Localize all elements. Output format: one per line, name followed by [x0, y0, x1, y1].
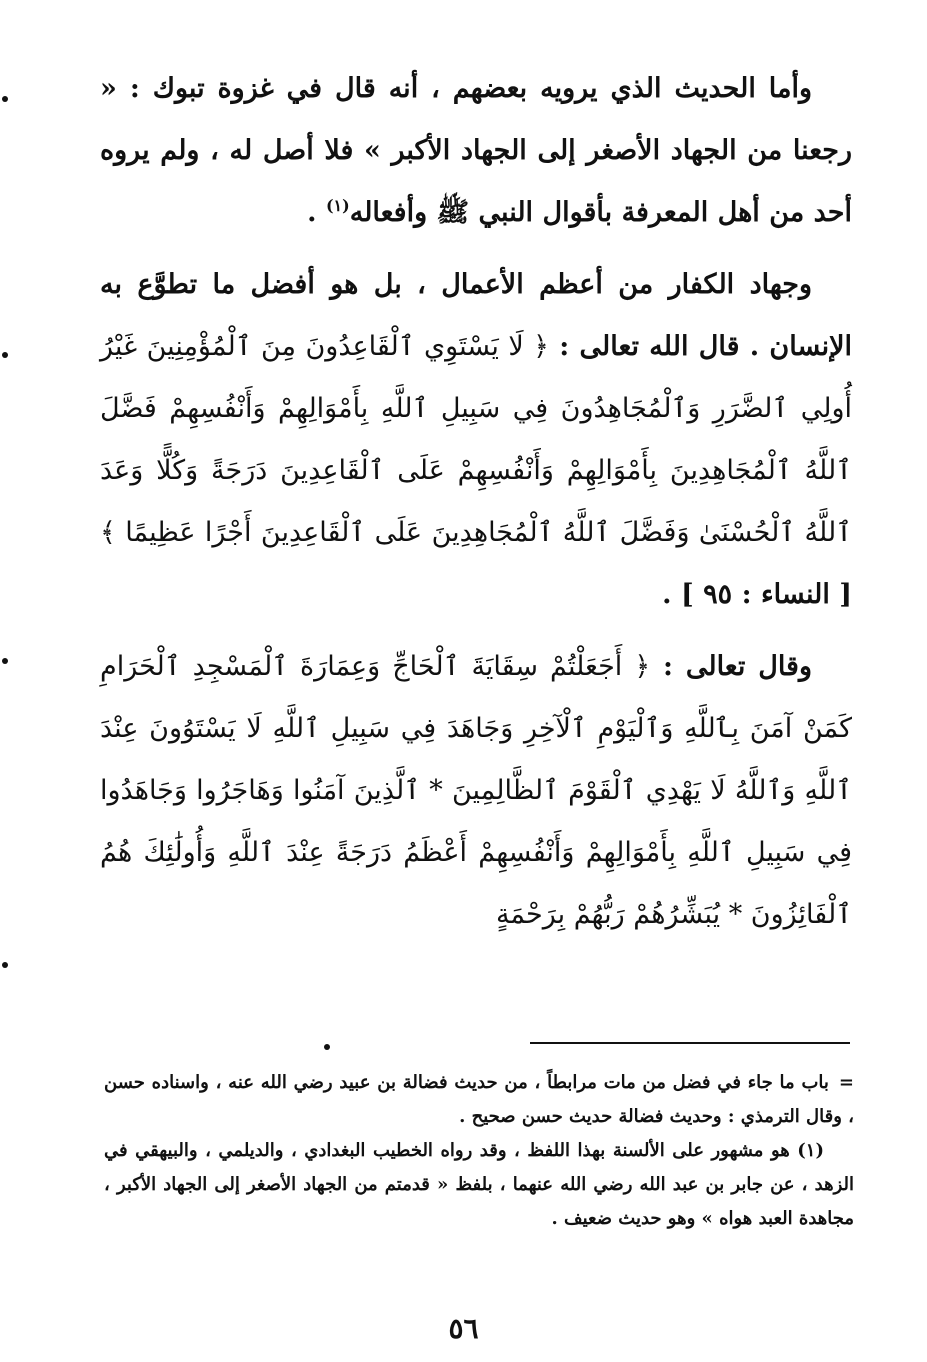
paragraph-1-text-a: وأما الحديث الذي يرويه بعضهم ، أنه قال في غزوة تبوك : « رجعنا من الجهاد الأصغر إلى الجهاد الأكبر » فلا أصل له ، ولم يروه أحد من أهل المعرفة بأقوال النبي ﷺ وأفعاله: [100, 73, 852, 228]
continuation-marker: =: [838, 1072, 854, 1093]
quran-verse-nisa: ﴿ لَا يَسْتَوِي ٱلْقَاعِدُونَ مِنَ ٱلْمُؤْمِنِينَ غَيْرُ أُولِي ٱلضَّرَرِ وَٱلْمُجَاهِدُونَ فِي سَبِيلِ ٱللَّهِ بِأَمْوَالِهِمْ وَأَنْفُسِهِمْ فَضَّلَ ٱللَّهُ ٱلْمُجَاهِدِينَ بِأَمْوَالِهِمْ وَأَنْفُسِهِمْ عَلَى ٱلْقَاعِدِينَ دَرَجَةً وَكُلًّا وَعَدَ ٱللَّهُ ٱلْحُسْنَىٰ وَفَضَّلَ ٱللَّهُ ٱلْمُجَاهِدِينَ عَلَى ٱلْقَاعِدِينَ أَجْرًا عَظِيمًا ﴾: [100, 331, 852, 548]
paragraph-2-text-a: وجهاد الكفار من أعظم الأعمال ، بل هو أفضل ما تطوَّع به الإنسان . قال الله تعالى :: [100, 269, 852, 362]
footnote-1: (١) هو مشهور على الألسنة بهذا اللفظ ، وقد رواه الخطيب البغدادي ، والديلمي ، والبيهقي في الزهد ، عن جابر بن عبد الله رضي الله عنهما ، بلفظ « قدمتم من الجهاد الأصغر إلى الجهاد الأكبر ، مجاهدة العبد هواه » وهو حديث ضعيف .: [104, 1140, 854, 1229]
ink-dot: [324, 1044, 330, 1050]
paragraph-1-text-b: .: [307, 197, 326, 228]
paragraph-3-text-a: وقال تعالى :: [650, 651, 812, 682]
footnotes: [104, 1066, 854, 1236]
verse-citation: [ النساء : ٩٥ ] .: [662, 579, 852, 610]
main-text: [100, 58, 852, 946]
margin-mark: [2, 658, 8, 664]
paragraph-1: [100, 58, 852, 244]
footnote-reference[interactable]: (١): [325, 196, 350, 215]
margin-mark: [2, 962, 8, 968]
margin-mark: [2, 352, 8, 358]
paragraph-2: [100, 254, 852, 626]
footnote-divider: [530, 1042, 850, 1044]
footnote-continuation-text: باب ما جاء في فضل من مات مرابطاً ، من حديث فضالة بن عبيد رضي الله عنه ، واسناده حسن ، وقال الترمذي : وحديث فضالة حديث حسن صحيح .: [104, 1072, 854, 1127]
footnote-continuation: [104, 1066, 854, 1134]
margin-mark: [2, 96, 8, 102]
page-number: ٥٦: [448, 1312, 479, 1345]
paragraph-3: [100, 636, 852, 946]
quran-verse-tawba: ﴿ أَجَعَلْتُمْ سِقَايَةَ ٱلْحَاجِّ وَعِمَارَةَ ٱلْمَسْجِدِ ٱلْحَرَامِ كَمَنْ آمَنَ بِٱللَّهِ وَٱلْيَوْمِ ٱلْآخِرِ وَجَاهَدَ فِي سَبِيلِ ٱللَّهِ لَا يَسْتَوُونَ عِنْدَ ٱللَّهِ وَٱللَّهُ لَا يَهْدِي ٱلْقَوْمَ ٱلظَّالِمِينَ * ٱلَّذِينَ آمَنُوا وَهَاجَرُوا وَجَاهَدُوا فِي سَبِيلِ ٱللَّهِ بِأَمْوَالِهِمْ وَأَنْفُسِهِمْ أَعْظَمُ دَرَجَةً عِنْدَ ٱللَّهِ وَأُولَٰئِكَ هُمُ ٱلْفَائِزُونَ * يُبَشِّرُهُمْ رَبُّهُمْ بِرَحْمَةٍ: [100, 651, 852, 930]
